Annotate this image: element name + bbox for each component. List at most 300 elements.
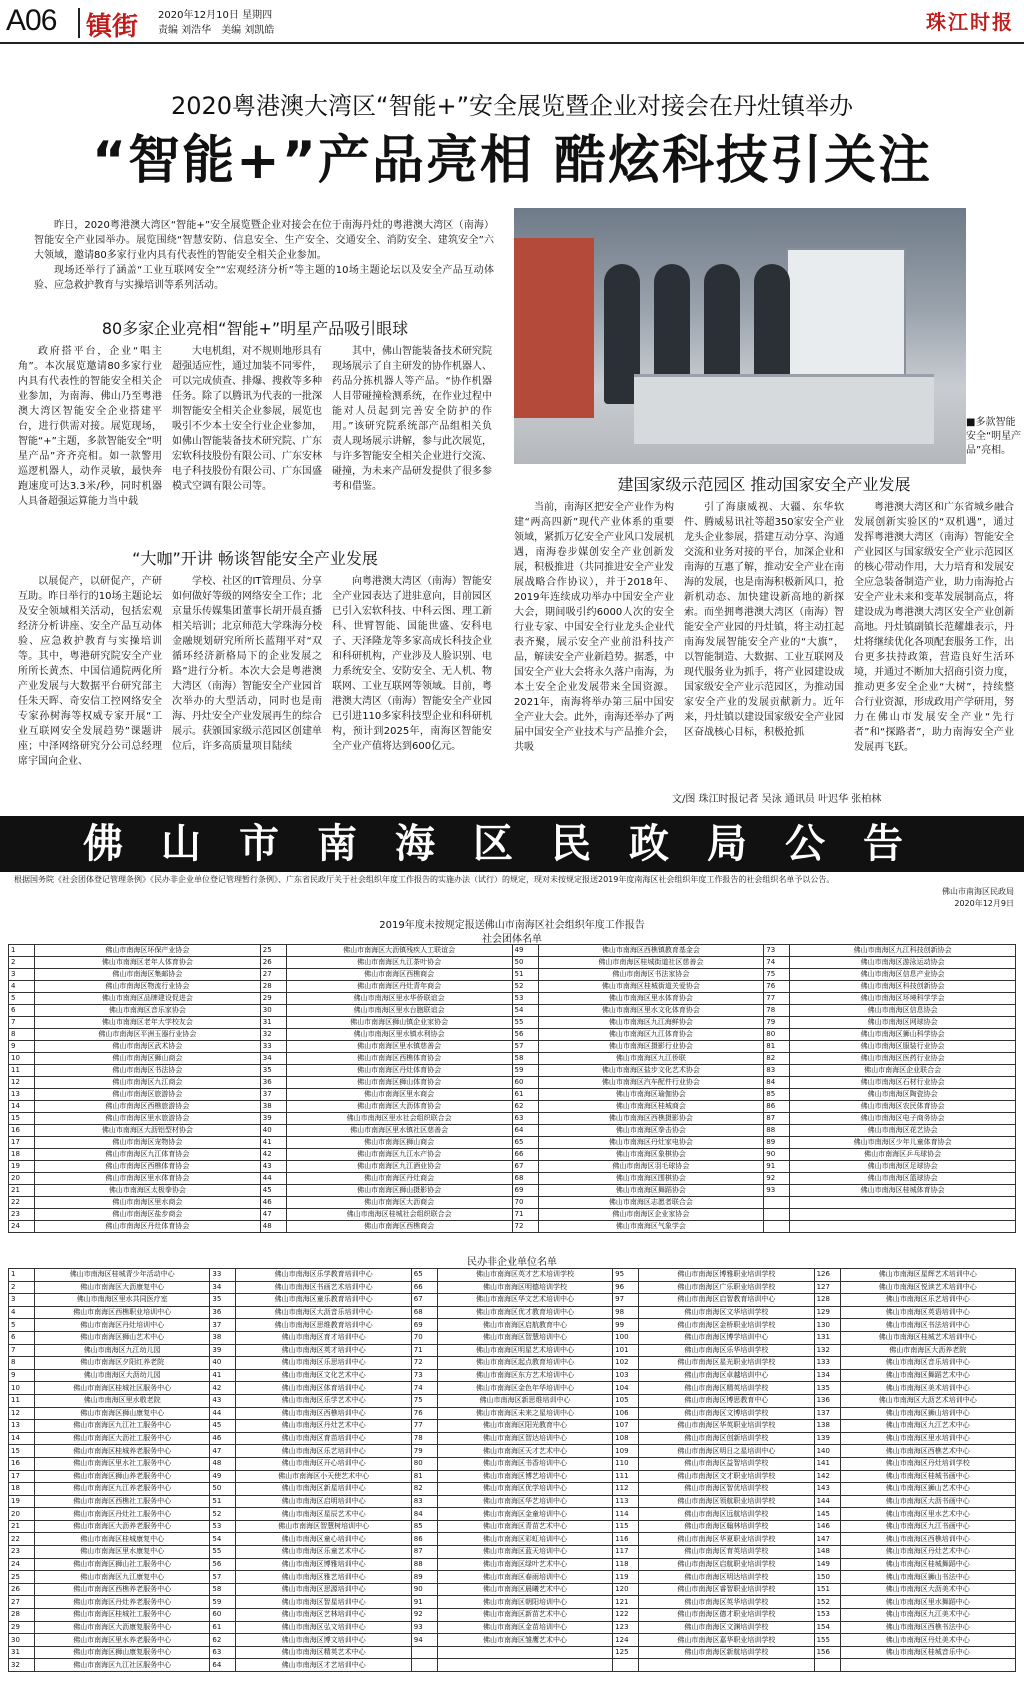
row-number: 87 — [764, 1113, 790, 1125]
organization-name: 佛山市南海区里水镇慈善会 — [286, 1041, 512, 1053]
organization-name: 佛山市南海区文博培训学校 — [639, 1407, 814, 1420]
row-number: 43 — [260, 1161, 286, 1173]
row-number: 70 — [512, 1197, 538, 1209]
row-number: 75 — [411, 1394, 437, 1407]
organization-name: 佛山市南海区狮山养老服务中心 — [35, 1470, 210, 1483]
organization-name: 佛山市南海区里水体育协会 — [35, 1173, 261, 1185]
organization-name: 佛山市南海区丹灶艺术中心 — [236, 1420, 411, 1433]
row-number: 107 — [613, 1420, 639, 1433]
organization-name: 佛山市南海区西樵体育协会 — [286, 1053, 512, 1065]
organization-name: 佛山市南海区桂城街道关爱协会 — [538, 981, 764, 993]
row-number: 20 — [9, 1173, 35, 1185]
organization-name — [790, 1221, 1016, 1233]
table-row — [9, 1634, 1016, 1647]
row-number: 64 — [512, 1125, 538, 1137]
organization-name: 佛山市南海区启智教育培训中心 — [639, 1294, 814, 1307]
table-row — [9, 957, 1016, 969]
row-number: 146 — [814, 1520, 840, 1533]
row-number: 27 — [260, 969, 286, 981]
organization-name: 佛山市南海区西樵培训中心 — [840, 1533, 1015, 1546]
row-number: 4 — [9, 981, 35, 993]
row-number: 140 — [814, 1445, 840, 1458]
organization-name: 佛山市南海区广乐职业培训学校 — [639, 1281, 814, 1294]
table-row — [9, 969, 1016, 981]
organization-name: 佛山市南海区春雨培训中心 — [437, 1571, 612, 1584]
row-number: 74 — [764, 957, 790, 969]
row-number: 44 — [260, 1173, 286, 1185]
row-number: 76 — [764, 981, 790, 993]
row-number: 65 — [411, 1269, 437, 1282]
organization-name: 佛山市南海区大沥美术中心 — [840, 1583, 1015, 1596]
row-number: 62 — [210, 1634, 236, 1647]
table-row — [9, 945, 1016, 957]
organization-name: 佛山市南海区九江幼儿园 — [35, 1344, 210, 1357]
row-number: 93 — [411, 1621, 437, 1634]
row-number: 22 — [9, 1197, 35, 1209]
table-row — [9, 1319, 1016, 1332]
body-column: 向粤港澳大湾区（南海）智能安全产业园表达了进驻意向，目前园区已引入宏软科技、中科云图、理工新科、世臂智能、国能世盛、安科电子、天泽隆龙等多家高成长科技企业和科研机构，产业涉及人脸识别、电力系统安全、安防安全、无人机、物联网、工业互联网等领域。目前，粤港澳大湾区（南海）智能安全产业园已引进110多家科技型企业和科研机构，预计到2025年，南海区智能安全产业产值将达到600亿元。 — [332, 576, 492, 752]
row-number: 91 — [411, 1596, 437, 1609]
organization-name: 佛山市南海区盐步文化艺术协会 — [538, 1065, 764, 1077]
table-row — [9, 1281, 1016, 1294]
row-number: 13 — [9, 1420, 35, 1433]
table-row — [9, 993, 1016, 1005]
organization-name: 佛山市南海区乐艺培训中心 — [236, 1445, 411, 1458]
organization-name: 佛山市南海区明达培训学校 — [639, 1571, 814, 1584]
organization-name: 佛山市南海区狮山镇企业家协会 — [286, 1017, 512, 1029]
organization-name: 佛山市南海区大沥音乐培训中心 — [236, 1306, 411, 1319]
table-row — [9, 1457, 1016, 1470]
organization-name: 佛山市南海区明星艺术培训中心 — [437, 1344, 612, 1357]
row-number: 8 — [9, 1357, 35, 1370]
row-number: 138 — [814, 1420, 840, 1433]
row-number: 91 — [764, 1161, 790, 1173]
row-number: 104 — [613, 1382, 639, 1395]
row-number: 64 — [210, 1659, 236, 1672]
row-number: 116 — [613, 1533, 639, 1546]
table-row — [9, 1269, 1016, 1282]
organization-name: 佛山市南海区九江美术中心 — [840, 1609, 1015, 1622]
row-number — [411, 1646, 437, 1659]
row-number: 83 — [411, 1495, 437, 1508]
row-number: 123 — [613, 1621, 639, 1634]
row-number: 84 — [411, 1508, 437, 1521]
organization-name: 佛山市南海区博思教育中心 — [639, 1394, 814, 1407]
organization-name: 佛山市南海区丹灶美术中心 — [840, 1634, 1015, 1647]
table-row — [9, 1646, 1016, 1659]
organization-name: 佛山市南海区陶瓷协会 — [790, 1089, 1016, 1101]
row-number: 44 — [210, 1407, 236, 1420]
row-number: 35 — [210, 1294, 236, 1307]
row-number: 56 — [512, 1029, 538, 1041]
organization-name: 佛山市南海区天才艺术中心 — [437, 1445, 612, 1458]
organization-name: 佛山市南海区悦读艺术培训中心 — [840, 1281, 1015, 1294]
table-row — [9, 1533, 1016, 1546]
row-number: 26 — [9, 1583, 35, 1596]
organization-name: 佛山市南海区西樵职业培训中心 — [35, 1306, 210, 1319]
row-number: 51 — [210, 1495, 236, 1508]
organization-name: 佛山市南海区九江书画中心 — [840, 1520, 1015, 1533]
organization-name: 佛山市南海区文化艺术中心 — [236, 1369, 411, 1382]
organization-name: 佛山市南海区服装行业协会 — [790, 1041, 1016, 1053]
row-number: 68 — [512, 1173, 538, 1185]
table-row — [9, 1077, 1016, 1089]
organization-name: 佛山市南海区志愿者联合会 — [538, 1197, 764, 1209]
row-number: 54 — [210, 1533, 236, 1546]
organization-name: 佛山市南海区大沥养老服务中心 — [35, 1520, 210, 1533]
row-number: 80 — [764, 1029, 790, 1041]
row-number: 130 — [814, 1319, 840, 1332]
row-number: 61 — [512, 1089, 538, 1101]
organization-name: 佛山市南海区博艺培训中心 — [437, 1470, 612, 1483]
row-number: 88 — [764, 1125, 790, 1137]
organization-name — [437, 1646, 612, 1659]
table-row — [9, 1197, 1016, 1209]
row-number: 30 — [260, 1005, 286, 1017]
organization-name: 佛山市南海区信息协会 — [790, 1005, 1016, 1017]
row-number: 42 — [260, 1149, 286, 1161]
organization-name: 佛山市南海区九江茶叶协会 — [286, 957, 512, 969]
organization-name: 佛山市南海区星辰艺术中心 — [236, 1508, 411, 1521]
organization-name: 佛山市南海区平洲玉器行业协会 — [35, 1029, 261, 1041]
table-row — [9, 1520, 1016, 1533]
organization-name: 佛山市南海区九江社区服务中心 — [35, 1659, 210, 1672]
organization-name: 佛山市南海区狮山艺术中心 — [35, 1331, 210, 1344]
row-number: 57 — [210, 1571, 236, 1584]
body-column: 其中，佛山智能装备技术研究院现场展示了自主研发的协作机器人、药品分拣机器人等产品。“协作机器人目带碰撞检测系统，在作业过程中能对人员起到完善安全防护的作用。”该研究院系统部产品组相关负责人现场展示讲解，参与此次展览，与许多智能安全相关企业进行交流、碰撞，为未来产品研发提供了很多参考和借鉴。 — [332, 346, 492, 492]
organization-name: 佛山市南海区乐艺培训中心 — [840, 1294, 1015, 1307]
organization-name: 佛山市南海区桂城书画中心 — [840, 1470, 1015, 1483]
organization-name: 佛山市南海区育苗培训中心 — [236, 1432, 411, 1445]
row-number: 31 — [260, 1017, 286, 1029]
table-row — [9, 1161, 1016, 1173]
table-row — [9, 1101, 1016, 1113]
organization-name: 佛山市南海区环保产业协会 — [35, 945, 261, 957]
organization-name: 佛山市南海区里水艺术中心 — [840, 1508, 1015, 1521]
row-number: 113 — [613, 1495, 639, 1508]
organization-name: 佛山市南海区九江体育协会 — [538, 1029, 764, 1041]
row-number: 47 — [210, 1445, 236, 1458]
organization-name: 佛山市南海区狮山书法中心 — [840, 1571, 1015, 1584]
row-number: 72 — [512, 1221, 538, 1233]
row-number: 53 — [210, 1520, 236, 1533]
organization-name: 佛山市南海区里水养老服务中心 — [35, 1634, 210, 1647]
organization-name: 佛山市南海区拳击协会 — [538, 1125, 764, 1137]
organization-name: 佛山市南海区丹灶体育协会 — [286, 1065, 512, 1077]
table-row — [9, 1306, 1016, 1319]
organization-name: 佛山市南海区大沥体育协会 — [286, 1101, 512, 1113]
body-column: 政府搭平台，企业“唱主角”。本次展览邀请80多家行业内具有代表性的智能安全相关企业参加，为南海、佛山乃至粤港澳大湾区智能安全企业搭建平台，进行供需对接。展览现场，智能“+”主题，多款智能安全“明星产品”齐齐亮相。如一款警用巡逻机器人，动作灵敏，最快奔跑速度可达3.3米/秒，同时机器人具备超强运算能力当中载 — [18, 346, 162, 507]
organization-name: 佛山市南海区乐学教育培训中心 — [236, 1269, 411, 1282]
organization-name: 佛山市南海区里水体育协会 — [538, 993, 764, 1005]
article-headline: “智能+”产品亮相 酷炫科技引关注 — [91, 131, 933, 191]
organization-name: 佛山市南海区九江养老服务中心 — [35, 1483, 210, 1496]
section-name: 镇街 — [86, 12, 139, 42]
row-number: 67 — [512, 1161, 538, 1173]
organization-name: 佛山市南海区夕阳红养老院 — [35, 1357, 210, 1370]
row-number: 10 — [9, 1053, 35, 1065]
organization-name: 佛山市南海区领航职业培训学校 — [639, 1495, 814, 1508]
row-number: 82 — [411, 1483, 437, 1496]
row-number: 58 — [210, 1583, 236, 1596]
row-number: 80 — [411, 1457, 437, 1470]
organization-name: 佛山市南海区智慧树培训中心 — [236, 1520, 411, 1533]
row-number: 37 — [210, 1319, 236, 1332]
organization-name: 佛山市南海区里水社工服务中心 — [35, 1457, 210, 1470]
row-number: 21 — [9, 1520, 35, 1533]
organization-name: 佛山市南海区里水培训中心 — [840, 1432, 1015, 1445]
organization-name: 佛山市南海区思源培训中心 — [236, 1583, 411, 1596]
organization-name: 佛山市南海区九江康复中心 — [35, 1571, 210, 1584]
row-number: 6 — [9, 1331, 35, 1344]
organization-name: 佛山市南海区桂城社会组织联合会 — [286, 1209, 512, 1221]
row-number: 69 — [512, 1185, 538, 1197]
notice-date: 2020年12月9日 — [954, 899, 1014, 908]
row-number: 42 — [210, 1382, 236, 1395]
row-number: 38 — [260, 1101, 286, 1113]
row-number: 117 — [613, 1546, 639, 1559]
byline: 文/图 珠江时报记者 吴泳 通讯员 叶迟华 张柏林 — [672, 794, 882, 805]
organization-name: 佛山市南海区环境科学学会 — [790, 993, 1016, 1005]
organization-name: 佛山市南海区九江商会 — [35, 1077, 261, 1089]
row-number: 144 — [814, 1495, 840, 1508]
organization-name — [437, 1659, 612, 1672]
row-number — [764, 1197, 790, 1209]
organization-name: 佛山市南海区西樵商会 — [286, 969, 512, 981]
row-number: 57 — [512, 1041, 538, 1053]
row-number: 85 — [411, 1520, 437, 1533]
organization-name: 佛山市南海区启航教育中心 — [437, 1319, 612, 1332]
organization-name: 佛山市南海区九江社工服务中心 — [35, 1420, 210, 1433]
organization-name — [639, 1659, 814, 1672]
row-number: 100 — [613, 1331, 639, 1344]
table-row — [9, 1369, 1016, 1382]
subhead-forum: “大咖”开讲 畅谈智能安全产业发展 — [132, 549, 378, 568]
intro-paragraph: 昨日，2020粤港澳大湾区“智能+”安全展览暨企业对接会在位于南海丹灶的粤港澳大湾区（南海）智能安全产业园举办。展览围绕“智慧安防、信息安全、生产安全、交通安全、消防安全、建筑安全”六大领域，邀请80多家行业内具有代表性的智能安全相关企业参加。 — [34, 220, 494, 261]
row-number: 111 — [613, 1470, 639, 1483]
table-row — [9, 1065, 1016, 1077]
table-row — [9, 1209, 1016, 1221]
row-number: 9 — [9, 1369, 35, 1382]
organization-name: 佛山市南海区英语培训中心 — [840, 1306, 1015, 1319]
body-column: 粤港澳大湾区和广东省城乡融合发展创新实验区的“双机遇”，通过发挥粤港澳大湾区（南海）智能安全产业园区与国家级安全产业示范园区的核心带动作用，大力培育和发展安全应急装备制造产业，助力南海抢占安全产业未来和变革发展制高点，将建设成为粤港澳大湾区安全产业创新高地。丹灶镇副镇长范耀雄表示，丹灶将继续优化各项配套服务工作，出台更多扶持政策，营造良好生活环境，并通过不断加大招商引资力度，推动更多安全企业“大树”，持续整合行业资源，形成政用产学研用，努力在佛山市发展安全产业“先行者”和“探路者”，助力南海安全产业发展再飞跃。 — [854, 502, 1014, 753]
organization-name: 佛山市南海区雏鹰艺术中心 — [437, 1634, 612, 1647]
organization-name: 佛山市南海区博雅培训中心 — [236, 1558, 411, 1571]
organization-name: 佛山市南海区宠物协会 — [35, 1137, 261, 1149]
row-number: 90 — [411, 1583, 437, 1596]
organization-name: 佛山市南海区精英培训学校 — [639, 1382, 814, 1395]
photo-booth — [514, 238, 594, 418]
private-units-label: 民办非企业单位名单 — [467, 1257, 557, 1268]
organization-name: 佛山市南海区狮山摄影协会 — [286, 1185, 512, 1197]
row-number: 94 — [411, 1634, 437, 1647]
organization-name: 佛山市南海区足球协会 — [790, 1161, 1016, 1173]
masthead-divider — [78, 8, 80, 38]
organization-name: 佛山市南海区创新培训学校 — [639, 1432, 814, 1445]
organization-name: 佛山市南海区里水镇社区慈善会 — [286, 1125, 512, 1137]
table-row — [9, 1508, 1016, 1521]
notice-legal-text: 根据国务院《社会团体登记管理条例》《民办非企业单位登记管理暂行条例》、广东省民政厅关于社会组织年度工作报告的实施办法（试行）的规定，现对未按规定报送2019年度南海区社会组织年度工作报告的社会组织名单予以公告。 — [14, 875, 835, 884]
row-number: 39 — [210, 1344, 236, 1357]
organization-name: 佛山市南海区嘉华职业培训学校 — [639, 1634, 814, 1647]
row-number: 133 — [814, 1357, 840, 1370]
row-number: 147 — [814, 1533, 840, 1546]
table-row — [9, 1609, 1016, 1622]
organization-name: 佛山市南海区新思维培训中心 — [437, 1394, 612, 1407]
row-number: 66 — [512, 1149, 538, 1161]
organization-name: 佛山市南海区丹灶商会 — [286, 1173, 512, 1185]
organization-name: 佛山市南海区桂城商会 — [538, 1101, 764, 1113]
organization-name: 佛山市南海区九江艺术中心 — [840, 1420, 1015, 1433]
organization-name: 佛山市南海区大沥铝型材协会 — [35, 1125, 261, 1137]
table-row — [9, 1394, 1016, 1407]
row-number: 136 — [814, 1394, 840, 1407]
row-number: 156 — [814, 1646, 840, 1659]
row-number: 70 — [411, 1331, 437, 1344]
row-number: 93 — [764, 1185, 790, 1197]
table-row — [9, 1089, 1016, 1101]
row-number: 36 — [210, 1306, 236, 1319]
organization-name: 佛山市南海区里水商会 — [286, 1089, 512, 1101]
organization-name: 佛山市南海区里水社会组织联合会 — [286, 1113, 512, 1125]
row-number: 13 — [9, 1089, 35, 1101]
row-number — [764, 1209, 790, 1221]
body-column: 大电机组，对不规则地形具有超强适应性，通过加装不同零件，可以完成侦查、排爆、搜救等多种任务。除了以腾讯为代表的一批深圳智能安全相关企业参展，展览也吸引不少本土安全行业企业参加，如佛山智能装备技术研究院、广东宏软科技股份有限公司、广东安林电子科技股份有限公司、广东国盛模式空调有限公司等。 — [172, 346, 322, 492]
masthead-meta — [158, 8, 274, 38]
row-number: 37 — [260, 1089, 286, 1101]
row-number: 96 — [613, 1281, 639, 1294]
editors: 责编 刘浩华 美编 刘凯皓 — [158, 25, 275, 36]
exhibition-photo — [514, 208, 966, 464]
row-number: 125 — [613, 1646, 639, 1659]
row-number: 101 — [613, 1344, 639, 1357]
organization-name: 佛山市南海区电子商务协会 — [790, 1113, 1016, 1125]
organization-name: 佛山市南海区思维教育培训中心 — [236, 1319, 411, 1332]
organization-name: 佛山市南海区桂城音乐中心 — [840, 1646, 1015, 1659]
row-number: 75 — [764, 969, 790, 981]
organization-name: 佛山市南海区文渊培训学校 — [639, 1621, 814, 1634]
table-row — [9, 1173, 1016, 1185]
row-number — [764, 1221, 790, 1233]
row-number: 79 — [764, 1017, 790, 1029]
row-number: 149 — [814, 1558, 840, 1571]
organization-name: 佛山市南海区德才职业培训学校 — [639, 1609, 814, 1622]
organization-name: 佛山市南海区丹灶体育协会 — [35, 1221, 261, 1233]
organization-name: 佛山市南海区九江体育协会 — [35, 1149, 261, 1161]
organization-name: 佛山市南海区信息产业协会 — [790, 969, 1016, 981]
organization-name: 佛山市南海区智星培训中心 — [236, 1596, 411, 1609]
organization-name: 佛山市南海区旅游协会 — [35, 1089, 261, 1101]
row-number: 10 — [9, 1382, 35, 1395]
row-number: 55 — [512, 1017, 538, 1029]
organization-name: 佛山市南海区英华培训学校 — [639, 1596, 814, 1609]
row-number: 83 — [764, 1065, 790, 1077]
row-number: 40 — [210, 1357, 236, 1370]
row-number: 4 — [9, 1306, 35, 1319]
row-number: 52 — [210, 1508, 236, 1521]
organization-name: 佛山市南海区开心培训中心 — [236, 1457, 411, 1470]
table-row — [9, 981, 1016, 993]
row-number: 55 — [210, 1546, 236, 1559]
organization-name: 佛山市南海区蓝天培训中心 — [437, 1546, 612, 1559]
row-number: 5 — [9, 1319, 35, 1332]
organization-name: 佛山市南海区体育培训中心 — [236, 1382, 411, 1395]
organization-name: 佛山市南海区西樵旅游协会 — [35, 1101, 261, 1113]
organization-name: 佛山市南海区瑜伽协会 — [538, 1089, 764, 1101]
row-number: 134 — [814, 1369, 840, 1382]
organization-name: 佛山市南海区启明培训中心 — [236, 1495, 411, 1508]
row-number: 7 — [9, 1017, 35, 1029]
row-number: 132 — [814, 1344, 840, 1357]
article-intro — [34, 218, 494, 293]
row-number: 15 — [9, 1445, 35, 1458]
organization-name: 佛山市南海区桂城养老服务中心 — [35, 1445, 210, 1458]
page-number: A06 — [6, 4, 57, 37]
row-number: 148 — [814, 1546, 840, 1559]
organization-name: 佛山市南海区石材行业协会 — [790, 1077, 1016, 1089]
table-row — [9, 1357, 1016, 1370]
table-row — [9, 1583, 1016, 1596]
organization-name: 佛山市南海区企业联合会 — [790, 1065, 1016, 1077]
row-number: 32 — [260, 1029, 286, 1041]
organization-name: 佛山市南海区老年人体育协会 — [35, 957, 261, 969]
organization-name: 佛山市南海区书画艺术培训中心 — [236, 1281, 411, 1294]
organization-name: 佛山市南海区才艺培训中心 — [236, 1659, 411, 1672]
organization-name: 佛山市南海区桂城青少年活动中心 — [35, 1269, 210, 1282]
row-number: 92 — [764, 1173, 790, 1185]
organization-name: 佛山市南海区羽毛球协会 — [538, 1161, 764, 1173]
table-row — [9, 1053, 1016, 1065]
table-row — [9, 1331, 1016, 1344]
row-number: 17 — [9, 1137, 35, 1149]
row-number: 65 — [512, 1137, 538, 1149]
organization-name: 佛山市南海区汽车配件行业协会 — [538, 1077, 764, 1089]
organization-name: 佛山市南海区九江酒业协会 — [286, 1161, 512, 1173]
row-number: 121 — [613, 1596, 639, 1609]
table-row — [9, 1382, 1016, 1395]
organization-name: 佛山市南海区益智培训学校 — [639, 1457, 814, 1470]
organization-name: 佛山市南海区丹灶培训学校 — [840, 1457, 1015, 1470]
row-number: 54 — [512, 1005, 538, 1017]
row-number: 3 — [9, 1294, 35, 1307]
organization-name: 佛山市南海区书法协会 — [35, 1065, 261, 1077]
organization-name: 佛山市南海区科技创新协会 — [790, 981, 1016, 993]
organization-name: 佛山市南海区英才培训中心 — [236, 1344, 411, 1357]
row-number: 3 — [9, 969, 35, 981]
row-number: 71 — [411, 1344, 437, 1357]
organization-name: 佛山市南海区老年大学校友会 — [35, 1017, 261, 1029]
organization-name: 佛山市南海区丹灶艺术中心 — [840, 1546, 1015, 1559]
table-row — [9, 1113, 1016, 1125]
organization-name: 佛山市南海区绿叶艺术中心 — [437, 1558, 612, 1571]
organization-name: 佛山市南海区智达培训中心 — [437, 1432, 612, 1445]
notice-issuer-block — [942, 886, 1014, 910]
organization-name: 佛山市南海区西樵商会 — [286, 1221, 512, 1233]
row-number: 88 — [411, 1558, 437, 1571]
row-number: 49 — [512, 945, 538, 957]
row-number: 86 — [764, 1101, 790, 1113]
organization-name: 佛山市南海区摄影行业协会 — [538, 1041, 764, 1053]
row-number: 154 — [814, 1621, 840, 1634]
organization-name: 佛山市南海区里水旅游协会 — [35, 1113, 261, 1125]
organization-name: 佛山市南海区九江科技创新协会 — [790, 945, 1016, 957]
row-number: 5 — [9, 993, 35, 1005]
organization-name: 佛山市南海区桂城艺术培训中心 — [840, 1331, 1015, 1344]
organization-name: 佛山市南海区丹灶培训中心 — [35, 1319, 210, 1332]
organization-name: 佛山市南海区桂城舞蹈中心 — [840, 1558, 1015, 1571]
organization-name: 佛山市南海区桂城社工服务中心 — [35, 1609, 210, 1622]
intro-paragraph: 现场还举行了涵盖“工业互联网安全”“宏观经济分析”等主题的10场主题论坛以及安全产品互动体验、应急救护教育与实操培训等系列活动。 — [34, 265, 494, 291]
